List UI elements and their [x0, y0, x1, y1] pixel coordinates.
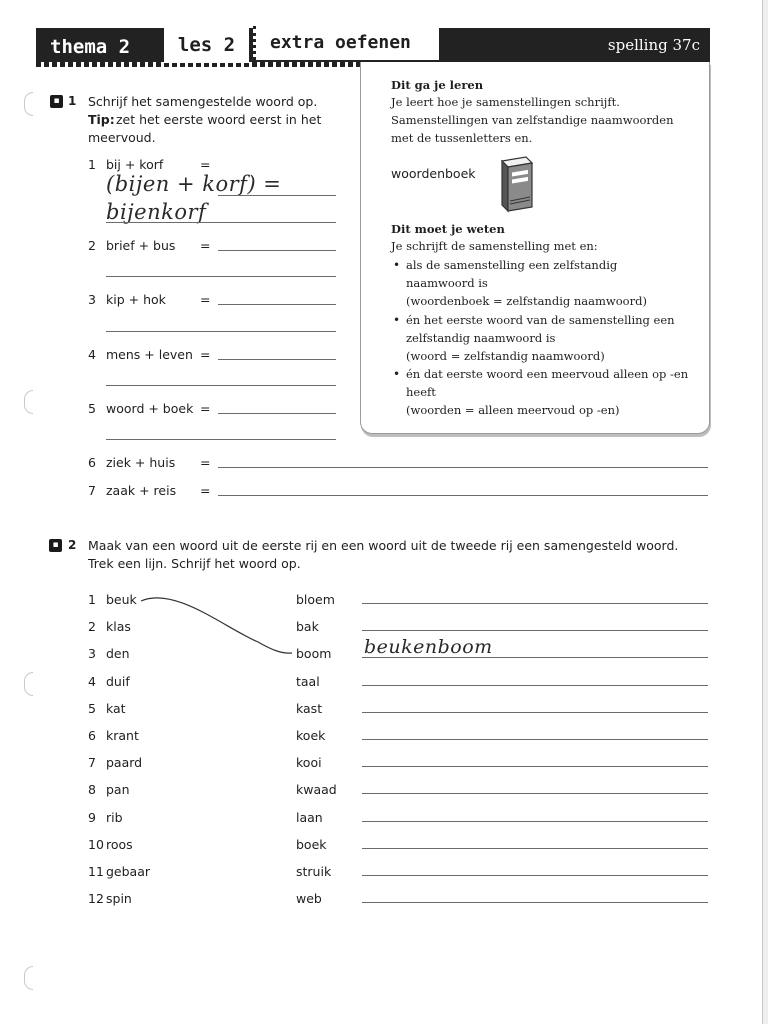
row-number: 8 [88, 782, 96, 797]
row-number: 4 [88, 674, 96, 689]
answer-line[interactable] [362, 603, 708, 604]
exercise-instruction: Schrijf het samengestelde woord op. [88, 94, 318, 109]
answer-line[interactable] [362, 821, 708, 822]
bullet-line: heeft [406, 385, 436, 399]
bullet-line: (woorden = alleen meervoud op -en) [406, 403, 620, 417]
left-word[interactable]: rib [106, 810, 123, 825]
bullet-line: (woord = zelfstandig naamwoord) [406, 349, 605, 363]
left-word[interactable]: beuk [106, 592, 137, 607]
row-number: 3 [88, 646, 96, 661]
right-word[interactable]: boom [296, 646, 332, 661]
item-number: 7 [88, 483, 96, 498]
header-spelling-label: spelling 37c [607, 36, 700, 54]
equals-sign: = [200, 238, 211, 253]
answer-line[interactable] [362, 902, 708, 903]
row-number: 10 [88, 837, 104, 852]
item-number: 6 [88, 455, 96, 470]
item-text: mens + leven [106, 347, 193, 362]
example-word: woordenboek [391, 166, 476, 181]
bullet-line: (woordenboek = zelfstandig naamwoord) [406, 294, 647, 308]
right-word[interactable]: boek [296, 837, 327, 852]
bullet-line: als de samenstelling een zelfstandig [406, 258, 618, 272]
answer-line[interactable] [218, 413, 336, 414]
right-word[interactable]: taal [296, 674, 320, 689]
answer-line[interactable] [106, 331, 336, 332]
answer-line[interactable] [218, 495, 708, 496]
page-edge [762, 0, 768, 1024]
left-word[interactable]: duif [106, 674, 130, 689]
row-number: 5 [88, 701, 96, 716]
answer-line[interactable] [362, 630, 708, 631]
row-number: 9 [88, 810, 96, 825]
equals-sign: = [200, 483, 211, 498]
item-number: 4 [88, 347, 96, 362]
handwritten-answer: beukenboom [364, 636, 493, 658]
row-number: 6 [88, 728, 96, 743]
row-number: 7 [88, 755, 96, 770]
item-number: 1 [88, 157, 96, 172]
left-word[interactable]: klas [106, 619, 131, 634]
book-icon [496, 155, 536, 213]
exercise-number: 2 [68, 538, 77, 552]
item-text: woord + boek [106, 401, 194, 416]
item-text: ziek + huis [106, 455, 176, 470]
right-word[interactable]: web [296, 891, 322, 906]
right-word[interactable]: kooi [296, 755, 322, 770]
item-number: 3 [88, 292, 96, 307]
right-word[interactable]: laan [296, 810, 323, 825]
leren-title: Dit ga je leren [391, 78, 484, 92]
bullet-line: naamwoord is [406, 276, 488, 290]
right-word[interactable]: bloem [296, 592, 335, 607]
right-word[interactable]: bak [296, 619, 319, 634]
right-word[interactable]: struik [296, 864, 332, 879]
answer-line[interactable] [106, 222, 336, 223]
left-word[interactable]: den [106, 646, 130, 661]
item-text: brief + bus [106, 238, 176, 253]
exercise-icon: ▪ [50, 95, 63, 108]
item-text: zaak + reis [106, 483, 177, 498]
left-word[interactable]: paard [106, 755, 143, 770]
answer-line[interactable] [218, 467, 708, 468]
answer-line[interactable] [106, 276, 336, 277]
leren-line: Samenstellingen van zelfstandige naamwoorden [391, 113, 674, 127]
answer-line[interactable] [362, 875, 708, 876]
right-word[interactable]: kast [296, 701, 323, 716]
answer-line[interactable] [218, 359, 336, 360]
bullet-line: zelfstandig naamwoord is [406, 331, 556, 345]
row-number: 1 [88, 592, 96, 607]
answer-line[interactable] [218, 304, 336, 305]
item-text: bij + korf [106, 157, 164, 172]
left-word[interactable]: pan [106, 782, 130, 797]
item-number: 2 [88, 238, 96, 253]
tip-line: zet het eerste woord eerst in het [116, 112, 322, 127]
answer-line[interactable] [106, 385, 336, 386]
matching-line [141, 598, 292, 653]
answer-line[interactable] [106, 439, 336, 440]
equals-sign: = [200, 347, 211, 362]
tip-label: Tip: [88, 112, 115, 127]
item-number: 5 [88, 401, 96, 416]
handwritten-answer: bijenkorf [106, 200, 207, 224]
header-thema: thema 2 [50, 36, 131, 58]
weten-intro: Je schrijft de samenstelling met en: [391, 239, 598, 253]
bullet-dot: • [393, 367, 401, 381]
equals-sign: = [200, 401, 211, 416]
exercise-instruction: Trek een lijn. Schrijf het woord op. [88, 556, 301, 571]
header-extra-oefenen: extra oefenen [253, 26, 439, 60]
bullet-line: én het eerste woord van de samenstelling een [406, 313, 675, 327]
answer-line[interactable] [362, 766, 708, 767]
right-word[interactable]: koek [296, 728, 326, 743]
bullet-line: én dat eerste woord een meervoud alleen op -en [406, 367, 689, 381]
leren-line: Je leert hoe je samenstellingen schrijft. [391, 95, 620, 109]
answer-line[interactable] [218, 195, 336, 196]
bullet-dot: • [393, 258, 401, 272]
answer-line[interactable] [362, 793, 708, 794]
answer-line[interactable] [362, 848, 708, 849]
tip-line: meervoud. [88, 130, 156, 145]
bullet-dot: • [393, 313, 401, 327]
binder-ring [24, 672, 33, 696]
exercise-icon: ▪ [49, 539, 62, 552]
exercise-number: 1 [68, 94, 77, 108]
answer-line[interactable] [362, 739, 708, 740]
right-word[interactable]: kwaad [296, 782, 337, 797]
left-word[interactable]: spin [106, 891, 132, 906]
weten-title: Dit moet je weten [391, 222, 505, 236]
equals-sign: = [200, 455, 211, 470]
row-number: 12 [88, 891, 104, 906]
answer-line[interactable] [362, 712, 708, 713]
left-word[interactable]: gebaar [106, 864, 151, 879]
handwritten-answer: (bijen + korf) = [106, 172, 282, 196]
left-word[interactable]: roos [106, 837, 133, 852]
header-les: les 2 [164, 27, 249, 63]
row-number: 11 [88, 864, 104, 879]
left-word[interactable]: kat [106, 701, 126, 716]
answer-line[interactable] [218, 250, 336, 251]
row-number: 2 [88, 619, 96, 634]
answer-line[interactable] [362, 685, 708, 686]
equals-sign: = [200, 157, 211, 172]
left-word[interactable]: krant [106, 728, 139, 743]
exercise-instruction: Maak van een woord uit de eerste rij en een woord uit de tweede rij een samengesteld woord. [88, 538, 679, 553]
binder-ring [24, 966, 33, 990]
item-text: kip + hok [106, 292, 166, 307]
binder-ring [24, 92, 33, 116]
equals-sign: = [200, 292, 211, 307]
leren-line: met de tussenletters en. [391, 131, 533, 145]
binder-ring [24, 390, 33, 414]
